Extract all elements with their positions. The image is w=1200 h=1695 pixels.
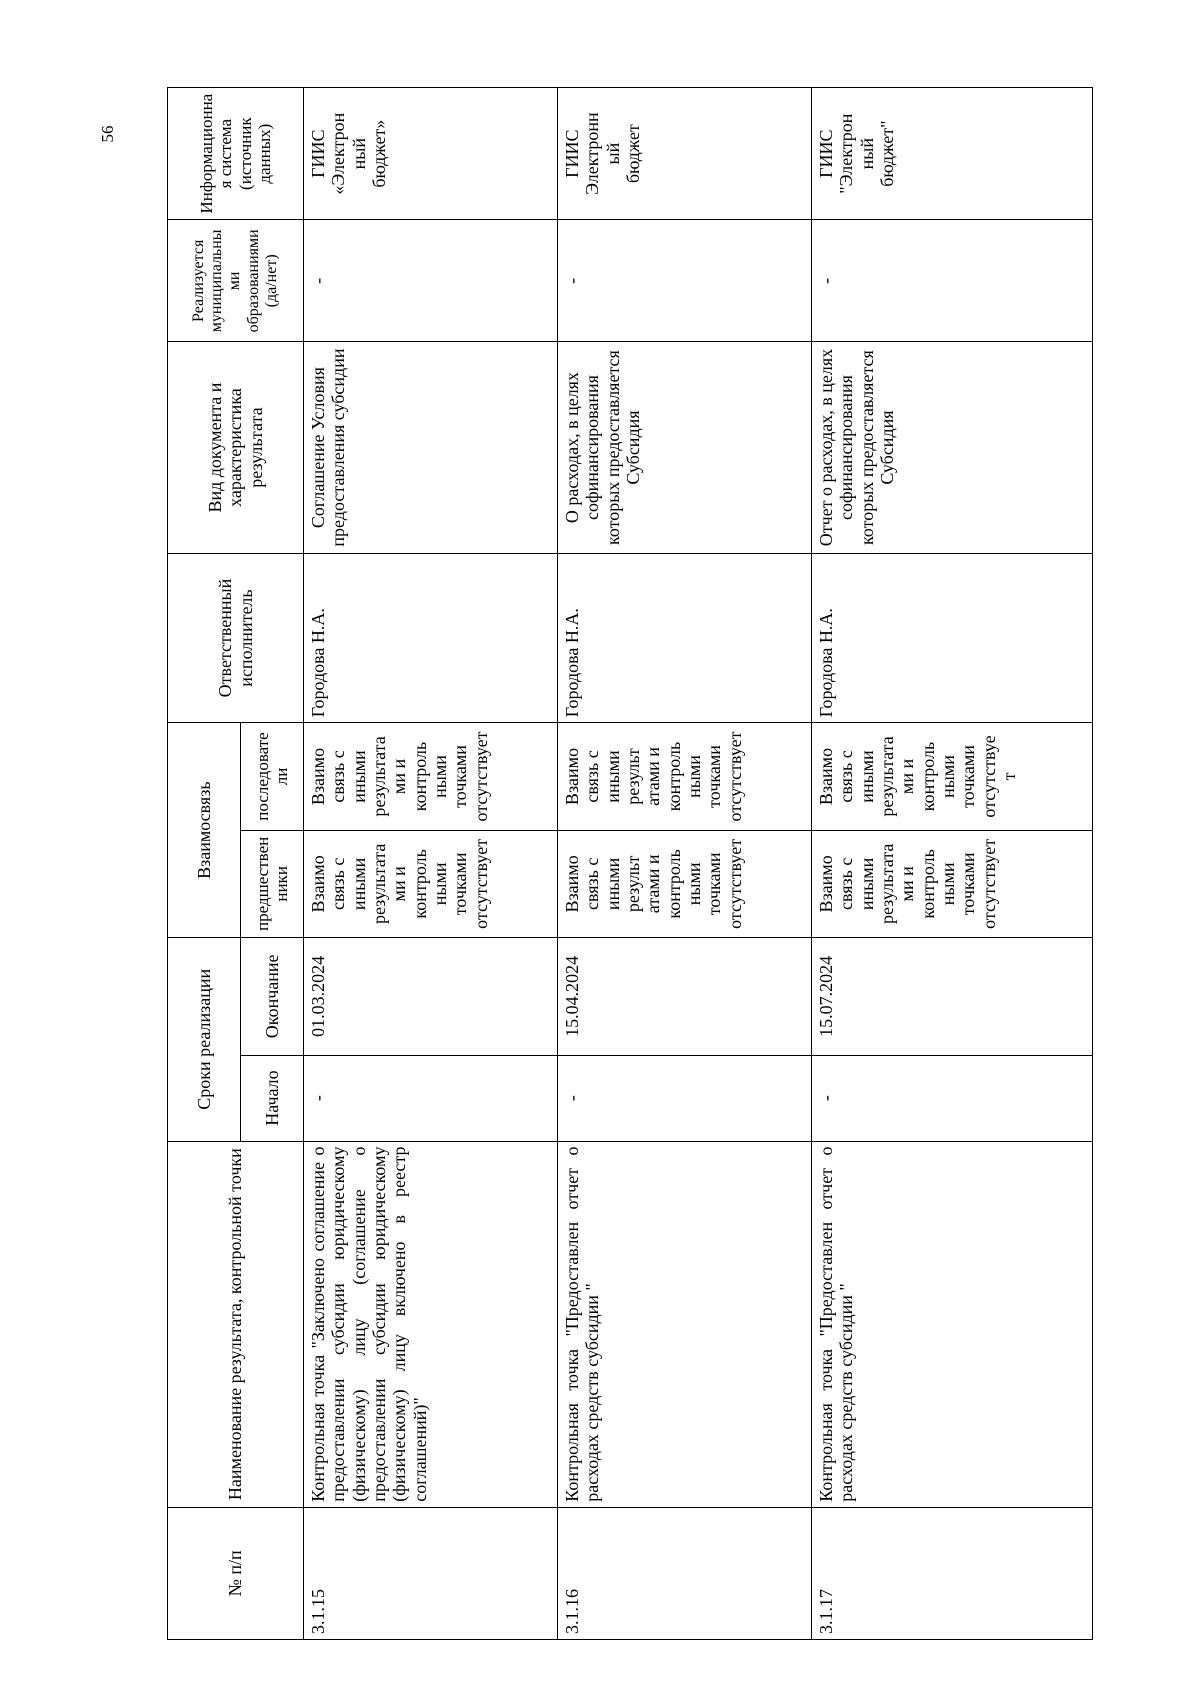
header-successors: последователи — [241, 723, 304, 830]
cell-executor: Городова Н.А. — [304, 553, 558, 723]
cell-executor: Городова Н.А. — [558, 553, 812, 723]
cell-num: 3.1.17 — [812, 1507, 1093, 1639]
cell-successors-line: ными — [429, 755, 450, 798]
cell-predecessors-line: контроль — [917, 849, 938, 919]
cell-info-system-line: ГИИС — [562, 129, 583, 178]
cell-predecessors-line: контроль — [409, 849, 430, 919]
cell-successors-line: точками — [450, 745, 471, 808]
cell-predecessors-line: результ — [623, 855, 644, 913]
cell-successors-line: ми и — [897, 758, 918, 795]
cell-num: 3.1.16 — [558, 1507, 812, 1639]
cell-successors-line: точками — [704, 745, 725, 808]
cell-successors-line: результ — [623, 748, 644, 805]
cell-predecessors-line: иными — [348, 857, 369, 911]
cell-successors-line: отсутствуе — [978, 735, 999, 818]
table-row — [812, 88, 1093, 1640]
cell-successors-line: Взаимо — [562, 747, 583, 806]
cell-successors-line: ными — [684, 755, 704, 798]
cell-successors-line: ми и — [389, 758, 410, 795]
header-executor: Ответственный исполнитель — [168, 553, 304, 723]
cell-name: Контрольная точка "Предоставлен отчет о расходах средств субсидии " — [812, 1141, 1093, 1507]
cell-info-system-line: ый — [602, 142, 623, 165]
cell-successors-line: отсутствует — [724, 731, 745, 822]
cell-predecessors-line: связь с — [328, 857, 349, 911]
cell-successors-line: результата — [368, 736, 389, 817]
cell-predecessors-line: отсутствует — [724, 838, 745, 929]
cell-successors-line: Взаимо — [308, 747, 328, 806]
cell-predecessors-line: связь с — [582, 857, 603, 911]
cell-start: - — [558, 1055, 812, 1141]
cell-predecessors — [558, 830, 812, 937]
cell-successors — [558, 723, 812, 830]
cell-end: 15.07.2024 — [812, 938, 1093, 1056]
cell-predecessors-line: Взаимо — [562, 855, 583, 913]
table-row — [304, 88, 558, 1640]
cell-successors-line: точками — [958, 745, 979, 808]
cell-info-system — [304, 88, 558, 220]
cell-predecessors-line: точками — [958, 852, 979, 916]
cell-info-system-line: бюджет — [623, 124, 644, 184]
cell-executor: Городова Н.А. — [812, 553, 1093, 723]
cell-predecessors-line: отсутствует — [978, 838, 999, 929]
cell-predecessors-line: ными — [938, 862, 959, 906]
cell-predecessors-line: отсутствует — [470, 838, 491, 929]
cell-successors-line: т — [999, 772, 1020, 781]
cell-end: 01.03.2024 — [304, 938, 558, 1056]
cell-predecessors-line: результата — [368, 843, 389, 925]
cell-successors-line: иными — [602, 750, 623, 803]
cell-successors-line: отсутствует — [470, 731, 491, 822]
cell-info-system — [812, 88, 1093, 220]
page-number: 56 — [98, 125, 117, 143]
cell-predecessors-line: ными — [429, 862, 450, 906]
cell-predecessors-line: иными — [856, 857, 877, 911]
cell-successors-line: связь с — [582, 750, 603, 803]
cell-predecessors-line: иными — [602, 857, 623, 911]
header-doc: Вид документа и характеристика результата — [168, 342, 304, 553]
cell-info-system — [558, 88, 812, 220]
cell-predecessors-line: ными — [684, 862, 704, 906]
cell-predecessors-line: результата — [877, 843, 898, 925]
cell-info-system-line: ный — [856, 137, 877, 170]
cell-info-system-line: "Электрон — [836, 113, 857, 194]
cell-predecessors-line: атами и — [643, 854, 664, 914]
cell-predecessors-line: точками — [450, 852, 471, 916]
cell-info-system-line: ГИИС — [816, 129, 837, 178]
cell-predecessors-line: контроль — [663, 849, 684, 919]
cell-start: - — [304, 1055, 558, 1141]
cell-num: 3.1.15 — [304, 1507, 558, 1639]
cell-end: 15.04.2024 — [558, 938, 812, 1056]
cell-predecessors-line: ми и — [897, 866, 918, 902]
cell-info-system-line: «Электрон — [328, 112, 349, 195]
cell-doc: Соглашение Условия предоставления субсидии — [304, 342, 558, 553]
cell-successors-line: контроль — [409, 741, 430, 812]
cell-predecessors-line: Взаимо — [308, 855, 328, 913]
cell-successors-line: Взаимо — [816, 747, 837, 806]
cell-successors — [304, 723, 558, 830]
cell-municipal: - — [558, 220, 812, 342]
cell-name: Контрольная точка "Заключено соглашение о предоставлении субсидии юридическому (физическому) лицу (соглашение о предоставлении субсидии юридическому (физическому) лицу включено в реестр соглашений)" — [304, 1141, 558, 1507]
cell-predecessors — [304, 830, 558, 937]
cell-successors — [812, 723, 1093, 830]
header-num: № п/п — [168, 1507, 304, 1639]
header-municipal: Реализуется муниципальными образованиями (да/нет) — [168, 220, 304, 342]
header-end: Окончание — [241, 938, 304, 1056]
header-name: Наименование результата, контрольной точки — [168, 1141, 304, 1507]
cell-info-system-line: ГИИС — [308, 129, 328, 178]
header-start: Начало — [241, 1055, 304, 1141]
cell-municipal: - — [304, 220, 558, 342]
cell-doc: О расходах, в целях софинансирования которых предоставляется Субсидия — [558, 342, 812, 553]
cell-successors-line: ными — [938, 755, 959, 798]
cell-name: Контрольная точка "Предоставлен отчет о расходах средств субсидии " — [558, 1141, 812, 1507]
cell-successors-line: атами и — [643, 747, 664, 806]
cell-predecessors-line: связь с — [836, 857, 857, 911]
cell-predecessors-line: ми и — [389, 866, 410, 902]
rotated-table-wrapper — [167, 87, 1093, 1640]
cell-successors-line: контроль — [663, 741, 684, 812]
cell-info-system-line: бюджет" — [877, 120, 898, 187]
cell-successors-line: иными — [856, 750, 877, 803]
cell-info-system-line: ный — [348, 137, 369, 170]
cell-predecessors — [812, 830, 1093, 937]
cell-predecessors-line: Взаимо — [816, 855, 837, 913]
cell-successors-line: связь с — [328, 750, 349, 803]
cell-info-system-line: бюджет» — [368, 119, 389, 188]
header-relation: Взаимосвязь — [168, 723, 241, 938]
cell-successors-line: связь с — [836, 750, 857, 803]
table-row — [558, 88, 812, 1640]
header-terms: Сроки реализации — [168, 938, 241, 1141]
cell-successors-line: контроль — [917, 741, 938, 812]
header-info-system: Информационная система (источник данных) — [168, 88, 304, 220]
cell-successors-line: результата — [877, 736, 898, 817]
cell-info-system-line: Электронн — [582, 112, 603, 195]
cell-predecessors-line: точками — [704, 852, 725, 916]
cell-successors-line: иными — [348, 750, 369, 803]
header-predecessors: предшественники — [241, 830, 304, 937]
cell-municipal: - — [812, 220, 1093, 342]
cell-start: - — [812, 1055, 1093, 1141]
results-table — [167, 87, 1093, 1640]
cell-doc: Отчет о расходах, в целях софинансирования которых предоставляется Субсидия — [812, 342, 1093, 553]
